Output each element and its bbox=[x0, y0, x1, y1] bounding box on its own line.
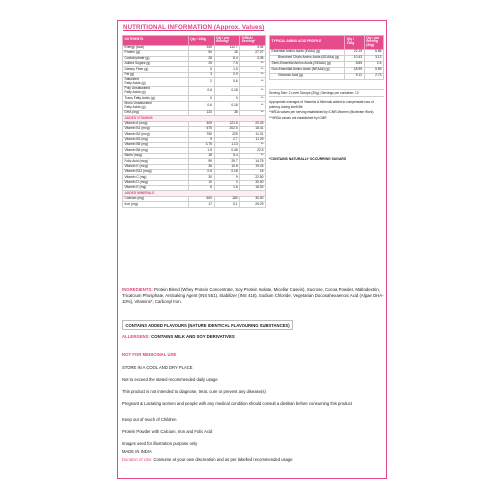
amino-value: 3.13 bbox=[364, 55, 383, 61]
nutrient-value: ** bbox=[240, 153, 266, 158]
allergens-label: ALLERGENS: bbox=[122, 334, 150, 339]
amino-value: 6.65 bbox=[364, 49, 383, 55]
nutrient-value: 99 bbox=[188, 159, 214, 164]
nutrient-name: Vitamin B1 (mcg) bbox=[123, 126, 189, 131]
nutrient-value: ** bbox=[240, 87, 266, 96]
nutrient-name: Folic Acid (mcg) bbox=[123, 159, 189, 164]
nutrient-value: 2.7 bbox=[214, 137, 240, 142]
amino-value: 10.43 bbox=[345, 55, 364, 61]
nutrient-value: 15 bbox=[214, 51, 240, 56]
nutrient-value: 50 bbox=[188, 51, 214, 56]
serving-notes bbox=[269, 89, 384, 127]
nutrient-value: 28 bbox=[188, 56, 214, 61]
nutrient-value: 1.8 bbox=[214, 186, 240, 191]
nutrient-value: 225 bbox=[214, 132, 240, 137]
nutrient-name: Vitamin B5 (mg) bbox=[123, 143, 189, 148]
amino-header-cell: Qty / 100g bbox=[345, 36, 364, 50]
nutrient-value: 27.27 bbox=[240, 51, 266, 56]
nutrient-value: 11.29 bbox=[240, 137, 266, 142]
nutrient-value: 0.6 bbox=[188, 87, 214, 96]
nutrient-value: ** bbox=[240, 72, 266, 77]
nutrient-name: Vitamin B6 (mg) bbox=[123, 148, 189, 153]
nutrient-name: Vitamin C (mg) bbox=[123, 175, 189, 180]
nutrient-value: ** bbox=[240, 143, 266, 148]
nutrient-value: 5.4 bbox=[214, 153, 240, 158]
duration-label: Duration of Use: bbox=[122, 457, 153, 462]
nutrient-value: 4.94 bbox=[240, 45, 266, 50]
nutrient-name: Added Sugars (g) bbox=[123, 61, 189, 66]
nutrient-name: Vitamin B3 (mg) bbox=[123, 137, 189, 142]
rda-note: *%RDA values per serving established by ICMR-Women (Moderate Work) bbox=[269, 110, 374, 115]
nutrient-value: 25 bbox=[188, 61, 214, 66]
duration-block bbox=[122, 457, 384, 463]
nutrient-value: ** bbox=[240, 110, 266, 115]
nutrition-title: NUTRITIONAL INFORMATION (Approx. Values) bbox=[123, 24, 265, 31]
nutrient-value: 5 bbox=[188, 67, 214, 72]
nutrient-value: 29.7 bbox=[214, 159, 240, 164]
nutrient-value: 405 bbox=[188, 121, 214, 126]
nutrient-value: 0.45 bbox=[214, 148, 240, 153]
nutrient-value: 9 bbox=[188, 137, 214, 142]
ingredients-label: INGREDIENTS: bbox=[122, 287, 153, 292]
nutrient-name: Saturated Fatty Acids (g) bbox=[123, 78, 189, 87]
nutrient-name: Vitamin B12 (mcg) bbox=[123, 169, 189, 174]
nutrient-value: 20.25 bbox=[240, 121, 266, 126]
amino-name: Branched Chain Amino Acids (BCAAs) (g) bbox=[270, 55, 345, 61]
nutrition-header-cell: Qty / per serving* bbox=[214, 36, 240, 46]
added-flavours-notice: CONTAINS ADDED FLAVOURS (NATURE IDENTICAL FLAVOURING SUBSTANCES) bbox=[122, 320, 293, 330]
ingredients-text: Protein Blend (Whey Protein Concentrate, Soy Protein Isolate, Micellar Casein), Sucrose, Cocoa Powder, Maltodextrin, Tricalcium Phosphate, Anticaking Agent (INS 551), Stabilizer (INS 415), Sodium Chloride, Vegetarian Docosahexaenoic Acid (Algae DHA-10%), Vitamins*, Carbonyl Iron. bbox=[122, 287, 384, 305]
nutrient-name: DHA (mg) bbox=[123, 110, 189, 115]
nutrient-value: ** bbox=[240, 96, 266, 101]
nutrient-name: Vitamin E (mg) bbox=[123, 186, 189, 191]
nutrient-value: 0 bbox=[214, 96, 240, 101]
rda-not-established-note: **%RDA values not established by ICMR bbox=[269, 116, 327, 121]
amino-value: 2.73 bbox=[364, 73, 383, 79]
duration-text: Consume at your own discreation and as per labelled recommended usage bbox=[153, 457, 293, 462]
nutrient-value: 8.4 bbox=[214, 56, 240, 61]
statement-text: Protein Powder with Calcium, Iron and Folic Acid bbox=[122, 429, 213, 434]
statement-text: This product is not intended to diagnose, treat, cure or prevent any disease(s) bbox=[122, 389, 266, 394]
nutrient-name: Vitamin A (mcg) bbox=[123, 121, 189, 126]
nutrient-value: 120 bbox=[188, 110, 214, 115]
nutrition-header-cell: %RDA/ Serving* bbox=[240, 36, 266, 46]
nutrient-name: Energy (kcal) bbox=[123, 45, 189, 50]
section-label: ADDED VITAMINS bbox=[123, 116, 266, 121]
nutrient-value: 6 bbox=[188, 186, 214, 191]
nutrient-value: ** bbox=[240, 101, 266, 110]
nutrient-value: 5.1 bbox=[214, 202, 240, 207]
nutrient-value: 2 bbox=[188, 78, 214, 87]
nutrient-name: Biotin (mcg) bbox=[123, 153, 189, 158]
nutrient-value: 1.13 bbox=[214, 143, 240, 148]
nutrient-value: 0.18 bbox=[214, 101, 240, 110]
nutrient-value: 0 bbox=[188, 96, 214, 101]
nutrition-table-header bbox=[123, 36, 266, 46]
statement-text: Not to exceed the stated recommended daily usage bbox=[122, 377, 218, 382]
nutrient-value: 30.00 bbox=[240, 196, 266, 201]
nutrient-value: 3 bbox=[214, 180, 240, 185]
nutrient-value: 11.31 bbox=[240, 132, 266, 137]
amino-name: Semi-Essential Amino Acids (SEAAs) (g) bbox=[270, 61, 345, 67]
nutrient-value: 750 bbox=[188, 132, 214, 137]
nutrient-value: 10.8 bbox=[214, 164, 240, 169]
amino-value: 8.85 bbox=[345, 61, 364, 67]
nutrient-value: 1.5 bbox=[188, 148, 214, 153]
nutrient-value: 121.5 bbox=[214, 121, 240, 126]
nutrient-value: 0.18 bbox=[214, 169, 240, 174]
nutrient-value: 3.75 bbox=[188, 143, 214, 148]
nutrient-value: 0.18 bbox=[214, 87, 240, 96]
nutrition-row bbox=[123, 202, 266, 207]
nutrient-value: 3 bbox=[188, 72, 214, 77]
nutrition-label-panel bbox=[117, 20, 387, 479]
serving-size-text: Serving Size: 2 Level Scoops (30g) | Servings per container: 13 bbox=[269, 89, 384, 97]
not-medicinal-text: NOT FOR MEDICINAL USE bbox=[122, 352, 177, 357]
nutrient-value: 3.36 bbox=[240, 56, 266, 61]
nutrient-value: 600 bbox=[188, 196, 214, 201]
nutrient-value: 0.6 bbox=[188, 101, 214, 110]
nutrient-value: 36 bbox=[188, 164, 214, 169]
nutrient-value: 18.41 bbox=[240, 126, 266, 131]
nutrient-value: 110.7 bbox=[214, 45, 240, 50]
nutrient-value: 36 bbox=[214, 110, 240, 115]
nutrient-name: Protein (g) bbox=[123, 51, 189, 56]
amino-value: 5.69 bbox=[364, 67, 383, 73]
amino-table-header bbox=[270, 36, 384, 50]
nutrient-value: 19.43 bbox=[240, 164, 266, 169]
nutrient-value: 0.6 bbox=[214, 78, 240, 87]
vitamins-overage-note: Appropriate overages of Vitamins & Minerals added to compensate loss of potency during shelf-life bbox=[269, 100, 374, 109]
statement-text: Pregnant & Lactating women and people with any medical condition should consult a dietitian before consuming this product bbox=[122, 401, 352, 406]
nutrition-header-cell: Qty / 100g bbox=[188, 36, 214, 46]
nutrient-value: 30.00 bbox=[240, 180, 266, 185]
nutrient-value: ** bbox=[240, 67, 266, 72]
amino-name: Glutamic Acid (g) bbox=[270, 73, 345, 79]
amino-row bbox=[270, 73, 384, 79]
nutrient-value: 22.5 bbox=[240, 148, 266, 153]
statement-text: Keep out of reach of Children bbox=[122, 417, 177, 422]
nutrient-name: Vitamin K (mcg) bbox=[123, 164, 189, 169]
nutrient-name: Trans Fatty Acids (g) bbox=[123, 96, 189, 101]
allergens-block bbox=[122, 334, 384, 340]
nutrition-row bbox=[123, 78, 266, 87]
made-in-text: MADE IN INDIA bbox=[122, 449, 152, 454]
amino-value: 9.12 bbox=[345, 73, 364, 79]
nutrient-value: ** bbox=[240, 78, 266, 87]
nutrient-name: Vitamin B2 (mcg) bbox=[123, 132, 189, 137]
nutrient-value: 22.50 bbox=[240, 175, 266, 180]
nutrient-value: 202.5 bbox=[214, 126, 240, 131]
amino-value: 2.6 bbox=[364, 61, 383, 67]
ingredients-block bbox=[122, 287, 384, 306]
amino-header-cell: Qty / per serving (30g) bbox=[364, 36, 383, 50]
nutrient-value: 0.9 bbox=[214, 72, 240, 77]
nutrient-name: Carbohydrate (g) bbox=[123, 56, 189, 61]
nutrient-value: 14.75 bbox=[240, 159, 266, 164]
nutrient-value: ** bbox=[240, 61, 266, 66]
nutrient-value: 675 bbox=[188, 126, 214, 131]
nutrient-value: 1.5 bbox=[214, 67, 240, 72]
nutrient-value: 18 bbox=[188, 153, 214, 158]
amino-value: 18.95 bbox=[345, 67, 364, 73]
nutrition-row bbox=[123, 101, 266, 110]
section-label: ADDED MINERALS bbox=[123, 191, 266, 196]
nutrient-value: 180 bbox=[214, 196, 240, 201]
nutrient-value: 18.00 bbox=[240, 186, 266, 191]
nutrition-row bbox=[123, 87, 266, 96]
nutrient-name: Calcium (mg) bbox=[123, 196, 189, 201]
nutrient-value: 18 bbox=[240, 169, 266, 174]
nutrient-value: 17 bbox=[188, 202, 214, 207]
nutrient-value: 349 bbox=[188, 45, 214, 50]
nutrient-name: Poly Unsaturated Fatty Acids (g) bbox=[123, 87, 189, 96]
statement-text: STORE IN A COOL AND DRY PLACE bbox=[122, 365, 193, 370]
amino-acid-table bbox=[269, 35, 384, 80]
nutrition-header-cell: NUTRIENTS bbox=[123, 36, 189, 46]
amino-name: Non-Essential Amino Acids (NEAAs) (g) bbox=[270, 67, 345, 73]
natural-sugars-note: *CONTAINS NATURALLY OCCURRING SUGARS bbox=[269, 157, 347, 161]
nutrient-name: Vitamin D (mcg) bbox=[123, 180, 189, 185]
nutrient-name: Fat (g) bbox=[123, 72, 189, 77]
allergens-text: CONTAINS MILK AND SOY DERIVATIVES bbox=[151, 334, 235, 339]
amino-name: Essential Amino Acids (EAAs) (g) bbox=[270, 49, 345, 55]
nutrition-table bbox=[122, 35, 266, 208]
nutrient-name: Dietary Fiber (g) bbox=[123, 67, 189, 72]
amino-header-cell: TYPICAL AMINO ACID PROFILE bbox=[270, 36, 345, 50]
nutrient-value: 9 bbox=[214, 175, 240, 180]
nutrient-value: 0.6 bbox=[188, 169, 214, 174]
nutrient-name: Mono Unsaturated Fatty Acids (g) bbox=[123, 101, 189, 110]
nutrient-name: Iron (mg) bbox=[123, 202, 189, 207]
amino-value: 22.19 bbox=[345, 49, 364, 55]
nutrient-value: 10 bbox=[188, 180, 214, 185]
nutrient-value: 7.5 bbox=[214, 61, 240, 66]
nutrient-value: 26.29 bbox=[240, 202, 266, 207]
illustration-note: Images used for illustration purpose only bbox=[122, 441, 198, 446]
nutrient-value: 30 bbox=[188, 175, 214, 180]
